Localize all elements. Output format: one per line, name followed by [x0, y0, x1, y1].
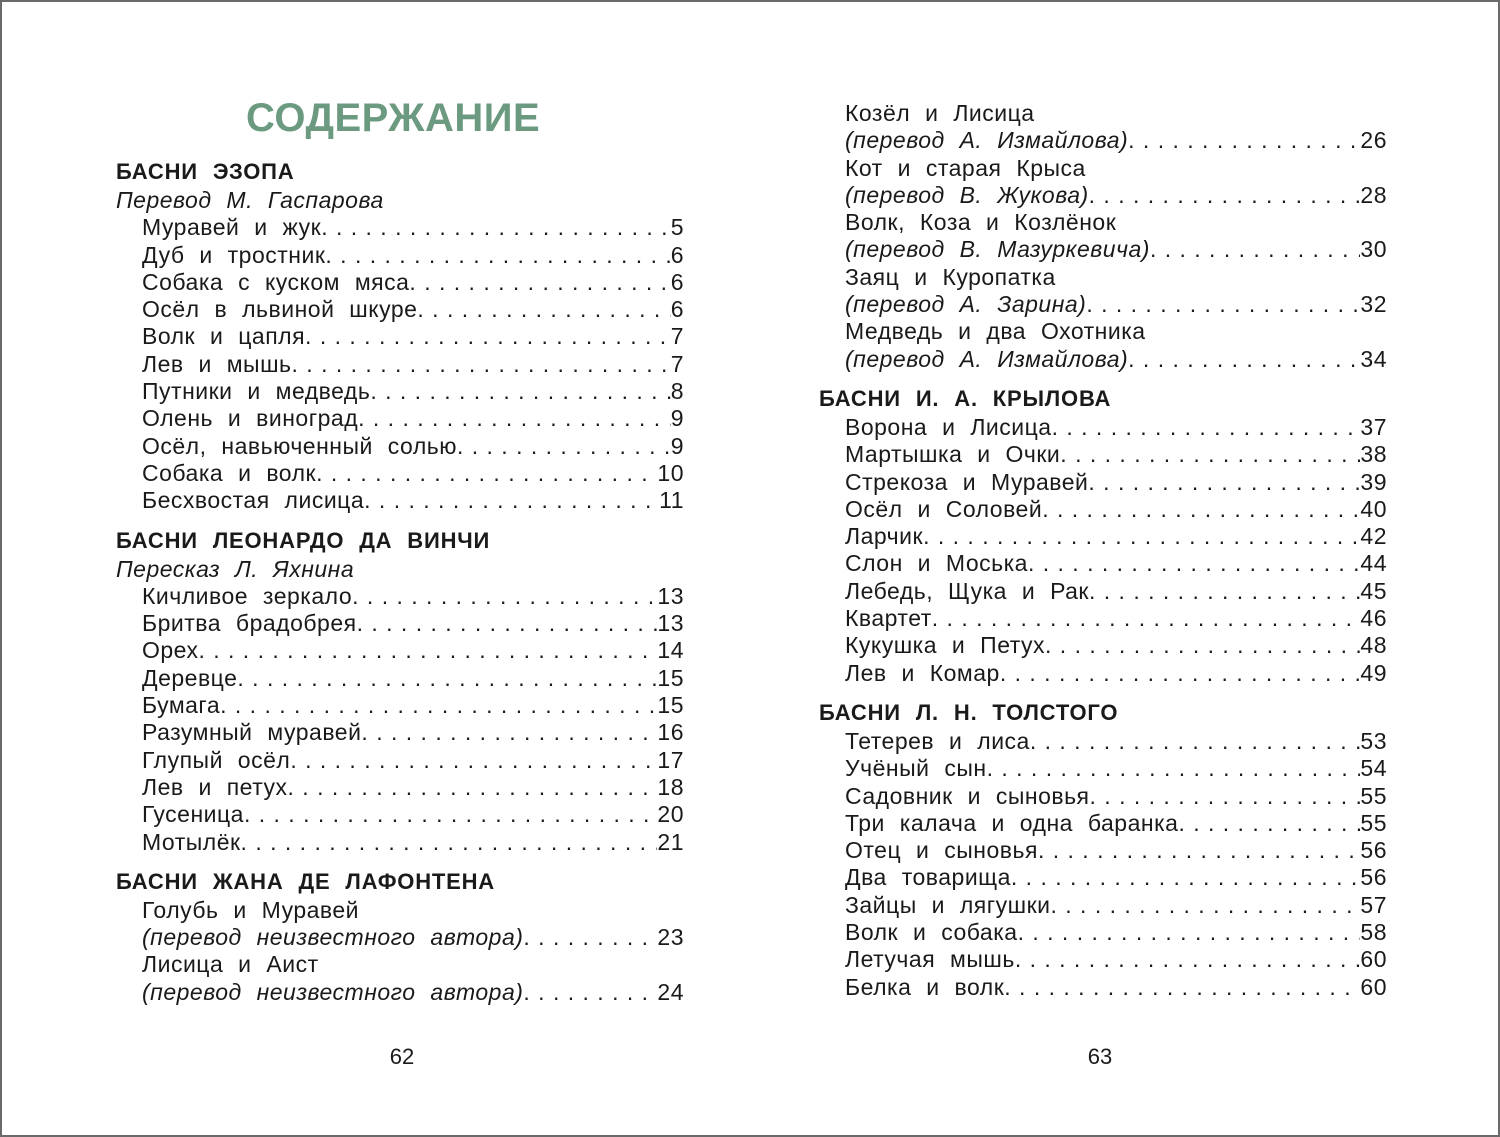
entry-page-number: 13 — [657, 610, 684, 637]
toc-entry — [116, 637, 684, 664]
toc-entry — [819, 182, 1387, 209]
entry-title: Дуб и тростник — [142, 241, 326, 268]
toc-section — [819, 697, 1387, 1001]
dot-leader — [1090, 783, 1361, 810]
entry-page-number: 54 — [1360, 755, 1387, 782]
entry-page-number: 7 — [670, 323, 684, 350]
dot-leader — [987, 755, 1361, 782]
toc-entry — [819, 127, 1387, 154]
entry-page-number: 26 — [1360, 127, 1387, 154]
entry-title — [819, 264, 1387, 291]
dot-leader — [316, 460, 657, 487]
toc-entry — [116, 296, 684, 323]
toc-entry — [116, 979, 684, 1006]
entry-page-number: 55 — [1360, 809, 1387, 836]
dot-leader — [237, 665, 657, 692]
entry-title-text: Волк, Коза и Козлёнок — [845, 209, 1117, 236]
dot-leader — [305, 323, 671, 350]
dot-leader — [321, 214, 671, 241]
toc-entry — [116, 747, 684, 774]
entry-title: Кичливое зеркало — [142, 582, 353, 609]
toc-entry — [116, 323, 684, 350]
dot-leader — [358, 405, 671, 432]
toc-entry — [116, 351, 684, 378]
toc-entry — [819, 974, 1387, 1001]
entry-title: Летучая мышь — [845, 946, 1015, 973]
entry-title: Путники и медведь — [142, 378, 371, 405]
dot-leader — [361, 719, 657, 746]
section-heading: БАСНИ ЭЗОПА — [116, 159, 295, 184]
entry-title: Мартышка и Очки — [845, 441, 1061, 468]
entry-translator: (перевод В. Жукова) — [845, 181, 1089, 208]
entry-title: Ворона и Лисица — [845, 413, 1052, 440]
entry-title: Гусеница — [142, 801, 244, 828]
toc-left-column — [116, 156, 684, 1006]
dot-leader — [241, 829, 658, 856]
entry-title: Три калача и одна баранка — [845, 809, 1179, 836]
toc-entry — [116, 378, 684, 405]
entry-translator: (перевод В. Мазуркевича) — [845, 236, 1150, 263]
entry-title: Разумный муравей — [142, 719, 362, 746]
toc-entry — [819, 728, 1387, 755]
dot-leader — [417, 296, 670, 323]
toc-entry — [116, 405, 684, 432]
entry-page-number: 5 — [670, 214, 684, 241]
entry-title: Муравей и жук — [142, 214, 322, 241]
entry-page-number: 17 — [657, 746, 684, 773]
entry-title: Учёный сын — [845, 755, 987, 782]
dot-leader — [198, 637, 657, 664]
entry-title: Осёл, навьюченный солью — [142, 432, 457, 459]
entry-title: Стрекоза и Муравей — [845, 468, 1089, 495]
entry-page-number: 28 — [1360, 181, 1387, 208]
toc-entry — [116, 214, 684, 241]
entry-title: Квартет — [845, 605, 932, 632]
toc-entry — [819, 346, 1387, 373]
entry-translator: (перевод неизвестного автора) — [142, 924, 524, 951]
entry-title: Мотылёк — [142, 828, 241, 855]
toc-entry — [819, 441, 1387, 468]
dot-leader — [523, 979, 657, 1006]
entry-page-number: 60 — [1360, 946, 1387, 973]
dot-leader — [1089, 182, 1361, 209]
entry-page-number: 34 — [1360, 345, 1387, 372]
section-subtitle: Перевод М. Гаспарова — [116, 187, 384, 213]
dot-leader — [352, 583, 657, 610]
entry-page-number: 21 — [657, 828, 684, 855]
toc-section — [819, 383, 1387, 687]
toc-entry — [116, 610, 684, 637]
dot-leader — [325, 242, 670, 269]
toc-entry — [819, 892, 1387, 919]
toc-entry — [116, 924, 684, 951]
section-heading: БАСНИ ЛЕОНАРДО ДА ВИНЧИ — [116, 527, 491, 553]
section-heading: БАСНИ И. А. КРЫЛОВА — [819, 385, 1112, 411]
entry-title: Кукушка и Петух — [845, 632, 1046, 659]
page-number: 62 — [389, 1044, 415, 1069]
dot-leader — [1042, 496, 1360, 523]
toc-entry — [819, 236, 1387, 263]
dot-leader — [923, 523, 1360, 550]
entry-page-number: 39 — [1360, 468, 1387, 495]
dot-leader — [288, 774, 658, 801]
entry-page-number: 9 — [670, 405, 684, 432]
dot-leader — [1038, 837, 1360, 864]
entry-title: Два товарища — [845, 864, 1011, 891]
entry-page-number: 6 — [670, 268, 684, 295]
entry-title: Собака и волк — [142, 459, 317, 486]
toc-entry — [819, 605, 1387, 632]
toc-entry — [819, 660, 1387, 687]
toc-section — [116, 156, 684, 515]
entry-page-number: 46 — [1360, 605, 1387, 632]
entry-title — [819, 318, 1387, 345]
entry-title: Волк и цапля — [142, 323, 306, 350]
toc-entry — [116, 665, 684, 692]
dot-leader — [1015, 946, 1361, 973]
dot-leader — [1051, 892, 1361, 919]
dot-leader — [523, 924, 657, 951]
entry-page-number: 6 — [670, 296, 684, 323]
dot-leader — [1128, 346, 1360, 373]
dot-leader — [1045, 632, 1360, 659]
toc-entry — [819, 414, 1387, 441]
entry-title: Зайцы и лягушки — [845, 891, 1051, 918]
dot-leader — [1028, 550, 1360, 577]
dot-leader — [1000, 660, 1361, 687]
toc-entry — [819, 919, 1387, 946]
entry-page-number: 23 — [657, 924, 684, 951]
dot-leader — [357, 610, 658, 637]
dot-leader — [932, 605, 1361, 632]
entry-page-number: 10 — [657, 459, 684, 486]
entry-page-number: 45 — [1360, 577, 1387, 604]
entry-page-number: 16 — [657, 719, 684, 746]
toc-section — [116, 866, 684, 1006]
entry-page-number: 53 — [1360, 727, 1387, 754]
entry-title: Осёл в львиной шкуре — [142, 296, 418, 323]
entry-title: Лев и мышь — [142, 350, 292, 377]
entry-title: Тетерев и лиса — [845, 727, 1030, 754]
entry-page-number: 24 — [657, 978, 684, 1005]
toc-entry — [116, 829, 684, 856]
entry-title: Лев и Комар — [845, 659, 1000, 686]
entry-title: Ларчик — [845, 523, 924, 550]
entry-title: Деревце — [142, 664, 238, 691]
dot-leader — [1030, 728, 1361, 755]
entry-page-number: 56 — [1360, 864, 1387, 891]
toc-entry — [116, 583, 684, 610]
entry-page-number: 30 — [1360, 236, 1387, 263]
entry-title — [116, 951, 684, 978]
dot-leader — [220, 692, 657, 719]
entry-translator: (перевод неизвестного автора) — [142, 978, 524, 1005]
entry-title: Отец и сыновья — [845, 837, 1038, 864]
toc-entry — [819, 469, 1387, 496]
entry-page-number: 18 — [657, 773, 684, 800]
entry-title: Бесхвостая лисица — [142, 487, 365, 514]
dot-leader — [1018, 919, 1361, 946]
entry-page-number: 60 — [1360, 973, 1387, 1000]
toc-entry — [819, 810, 1387, 837]
entry-title-text: Козёл и Лисица — [845, 100, 1035, 126]
entry-title: Лебедь, Щука и Рак — [845, 577, 1089, 604]
entry-title: Олень и виноград — [142, 405, 359, 432]
entry-title: Глупый осёл — [142, 746, 291, 773]
entry-title-text: Заяц и Куропатка — [845, 263, 1056, 290]
page-number: 63 — [1087, 1044, 1113, 1069]
dot-leader — [1011, 864, 1361, 891]
entry-translator: (перевод А. Измайлова) — [845, 345, 1129, 372]
entry-page-number: 11 — [659, 487, 684, 514]
entry-page-number: 13 — [657, 582, 684, 609]
entry-page-number: 49 — [1360, 659, 1387, 686]
entry-page-number: 55 — [1360, 782, 1387, 809]
entry-page-number: 15 — [657, 692, 684, 719]
entry-title — [819, 155, 1387, 182]
toc-entry — [819, 755, 1387, 782]
dot-leader — [292, 351, 671, 378]
entry-title: Белка и волк — [845, 973, 1005, 1000]
entry-page-number: 48 — [1360, 632, 1387, 659]
dot-leader — [1128, 127, 1360, 154]
entry-title: Садовник и сыновья — [845, 782, 1090, 809]
entry-title: Слон и Моська — [845, 550, 1028, 577]
dot-leader — [1178, 810, 1360, 837]
dot-leader — [364, 487, 659, 514]
entry-page-number: 42 — [1360, 523, 1387, 550]
entry-page-number: 58 — [1360, 919, 1387, 946]
toc-entry — [819, 632, 1387, 659]
toc-entry — [116, 774, 684, 801]
entry-page-number: 56 — [1360, 837, 1387, 864]
toc-section — [116, 525, 684, 856]
entry-title: Собака с куском мяса — [142, 268, 410, 295]
entry-title-text: Кот и старая Крыса — [845, 154, 1086, 181]
dot-leader — [1089, 578, 1360, 605]
entry-translator: (перевод А. Измайлова) — [845, 127, 1129, 154]
entry-title: Бритва брадобрея — [142, 610, 357, 637]
dot-leader — [290, 747, 657, 774]
toc-entry — [116, 433, 684, 460]
entry-page-number: 37 — [1360, 413, 1387, 440]
entry-title — [819, 100, 1387, 127]
entry-title: Бумага — [142, 692, 221, 719]
toc-entry — [819, 946, 1387, 973]
toc-entry — [116, 242, 684, 269]
entry-page-number: 32 — [1360, 291, 1387, 318]
dot-leader — [1088, 469, 1360, 496]
entry-page-number: 6 — [670, 241, 684, 268]
toc-right-column — [819, 100, 1387, 1001]
entry-page-number: 7 — [670, 350, 684, 377]
toc-entry — [819, 291, 1387, 318]
entry-title-text: Лисица и Аист — [142, 951, 319, 978]
entry-page-number: 20 — [657, 801, 684, 828]
entry-page-number: 40 — [1360, 495, 1387, 522]
dot-leader — [1004, 974, 1360, 1001]
dot-leader — [370, 378, 670, 405]
entry-title-text: Голубь и Муравей — [142, 896, 360, 923]
entry-title: Орех — [142, 637, 199, 664]
dot-leader — [244, 801, 657, 828]
toc-entry — [819, 550, 1387, 577]
section-subtitle: Пересказ Л. Яхнина — [116, 555, 355, 582]
toc-entry — [116, 692, 684, 719]
toc-entry — [819, 837, 1387, 864]
toc-section — [819, 100, 1387, 373]
toc-entry — [116, 719, 684, 746]
entry-page-number: 57 — [1360, 891, 1387, 918]
toc-entry — [819, 578, 1387, 605]
entry-page-number: 15 — [657, 664, 684, 691]
toc-entry — [116, 801, 684, 828]
toc-entry — [819, 523, 1387, 550]
toc-entry — [116, 460, 684, 487]
toc-entry — [819, 864, 1387, 891]
entry-title — [819, 209, 1387, 236]
entry-page-number: 38 — [1360, 441, 1387, 468]
dot-leader — [409, 269, 670, 296]
toc-entry — [116, 269, 684, 296]
section-heading: БАСНИ ЖАНА ДЕ ЛАФОНТЕНА — [116, 868, 495, 894]
dot-leader — [1086, 291, 1360, 318]
dot-leader — [1052, 414, 1361, 441]
dot-leader — [1150, 236, 1360, 263]
entry-page-number: 14 — [657, 637, 684, 664]
entry-page-number: 8 — [670, 378, 684, 405]
entry-translator: (перевод А. Зарина) — [845, 291, 1087, 318]
entry-page-number: 9 — [670, 432, 684, 459]
toc-entry — [819, 496, 1387, 523]
entry-title-text: Медведь и два Охотника — [845, 318, 1146, 345]
entry-title — [116, 897, 684, 924]
toc-entry — [819, 783, 1387, 810]
dot-leader — [1060, 441, 1360, 468]
page-title: СОДЕРЖАНИЕ — [246, 96, 541, 140]
entry-title: Лев и петух — [142, 773, 288, 800]
section-heading: БАСНИ Л. Н. ТОЛСТОГО — [819, 699, 1119, 725]
toc-entry — [116, 487, 684, 514]
dot-leader — [457, 433, 671, 460]
entry-title: Волк и собака — [845, 919, 1018, 946]
entry-page-number: 44 — [1360, 550, 1387, 577]
entry-title: Осёл и Соловей — [845, 495, 1043, 522]
